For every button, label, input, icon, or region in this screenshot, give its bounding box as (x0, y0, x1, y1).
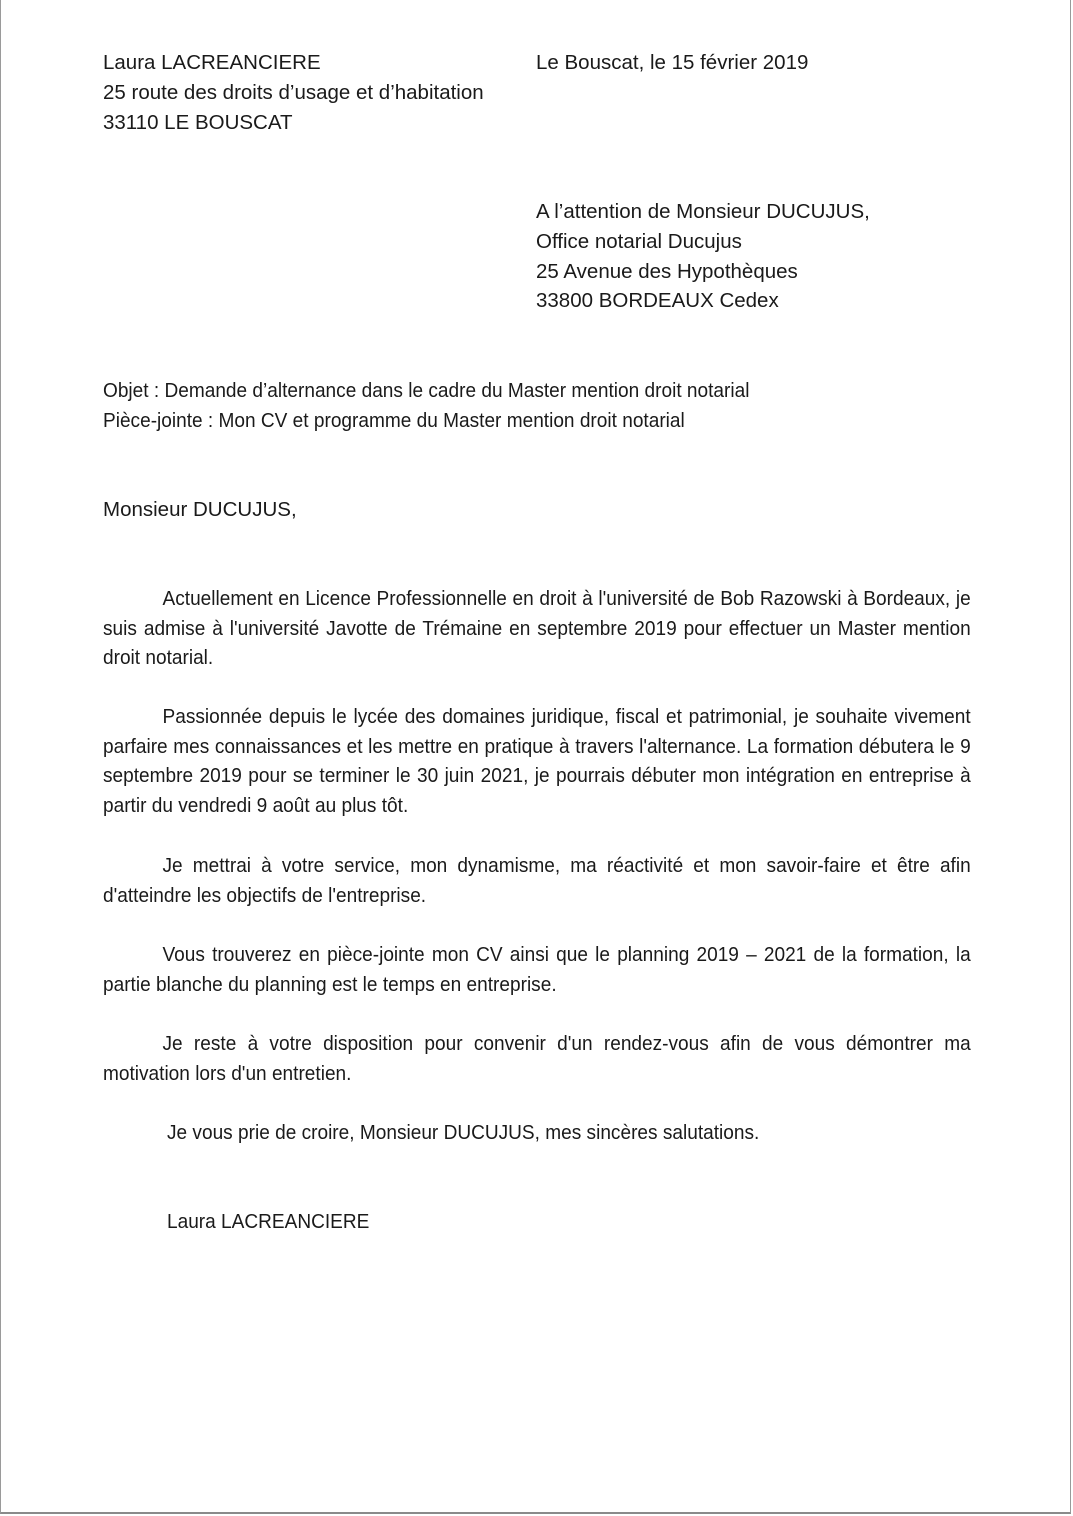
body-paragraph-2: Passionnée depuis le lycée des domaines juridique, fiscal et patrimonial, je souhaite vivement parfaire mes connaissances et les mettre en pratique à travers l'alternance. La formation débutera le 9 septembre 2019 pour se terminer le 30 juin 2021, je pourrais débuter mon intégration en entreprise à partir du vendredi 9 août au plus tôt. (103, 705, 971, 818)
attachment-line: Pièce-jointe : Mon CV et programme du Master mention droit notarial (103, 409, 685, 432)
subject-line: Objet : Demande d’alternance dans le cadre du Master mention droit notarial (103, 379, 750, 402)
recipient-address-line2: 33800 BORDEAUX Cedex (536, 289, 779, 312)
signature: Laura LACREANCIERE (167, 1210, 370, 1233)
body-paragraph-4: Vous trouverez en pièce-jointe mon CV ainsi que le planning 2019 – 2021 de la formation, la partie blanche du planning est le temps en entreprise. (103, 943, 971, 996)
sender-address-line1: 25 route des droits d’usage et d’habitation (103, 81, 484, 104)
recipient-address-line1: 25 Avenue des Hypothèques (536, 260, 798, 283)
salutation: Monsieur DUCUJUS, (103, 498, 297, 521)
recipient-attention: A l’attention de Monsieur DUCUJUS, (536, 200, 870, 223)
recipient-office: Office notarial Ducujus (536, 230, 742, 253)
body-paragraph-5: Je reste à votre disposition pour convenir d'un rendez-vous afin de vous démontrer ma motivation lors d'un entretien. (103, 1032, 971, 1085)
body-paragraph-3: Je mettrai à votre service, mon dynamisme, ma réactivité et mon savoir-faire et être afin d'atteindre les objectifs de l'entreprise. (103, 854, 971, 907)
sender-name: Laura LACREANCIERE (103, 51, 321, 74)
body-paragraph-1: Actuellement en Licence Professionnelle en droit à l'université de Bob Razowski à Bordeaux, je suis admise à l'université Javotte de Trémaine en septembre 2019 pour effectuer un Master mention droit notarial. (103, 587, 971, 670)
sender-address-line2: 33110 LE BOUSCAT (103, 111, 293, 134)
closing-formula: Je vous prie de croire, Monsieur DUCUJUS, mes sincères salutations. (167, 1121, 760, 1144)
place-date: Le Bouscat, le 15 février 2019 (536, 51, 809, 74)
